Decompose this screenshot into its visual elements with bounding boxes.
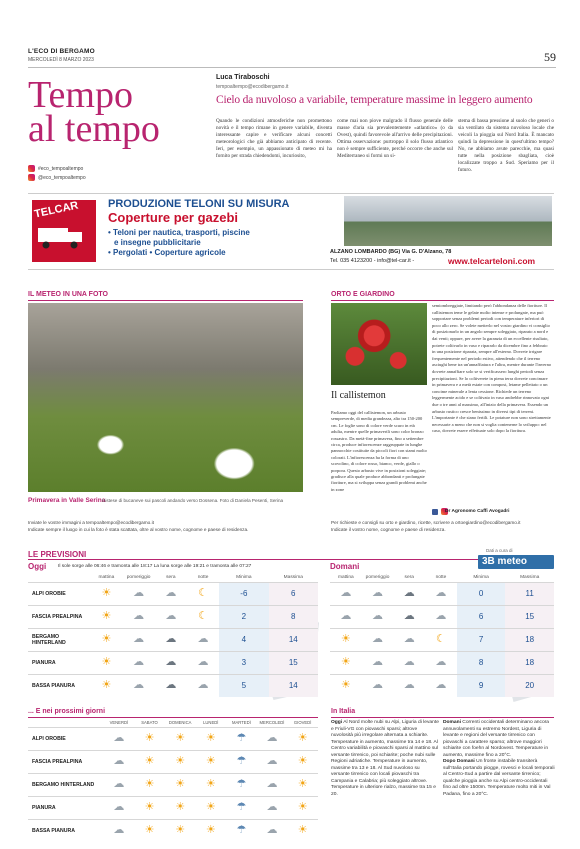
section-title-line1: Tempo — [28, 74, 133, 116]
temp-min: -6 — [219, 582, 268, 605]
table-row — [28, 750, 318, 773]
publication-date: MERCOLEDÌ 8 MARZO 2023 — [28, 57, 94, 63]
sun-moon-times: Il sole sorge alle 06:46 e tramonta alle 18:17 La luna sorge alle 19:21 e tramonta alle 07:27 — [58, 564, 252, 569]
weather-cell — [104, 727, 135, 750]
sun-cloud-icon: ☀ — [205, 755, 216, 767]
temp-max: 8 — [269, 605, 318, 628]
weather-cell — [257, 819, 288, 842]
weather-cell — [393, 628, 425, 651]
dark-cloud-icon: ☁ — [165, 656, 177, 668]
ad-photo-gazebo — [344, 196, 552, 246]
sun-cloud-icon: ☀ — [144, 732, 155, 744]
weather-cell — [425, 605, 457, 628]
forecast-heading: LE PREVISIONI — [28, 550, 87, 559]
weather-cell — [104, 750, 135, 773]
temp-min: 4 — [219, 628, 268, 651]
sun-cloud-icon: ☀ — [101, 587, 112, 599]
forecast-header-row — [330, 574, 554, 582]
temp-max: 20 — [505, 674, 554, 697]
zone-name: PIANURA — [28, 651, 90, 674]
weather-cell — [155, 605, 187, 628]
cloud-icon: ☁ — [372, 656, 384, 668]
garden-title: Il callistemon — [331, 390, 386, 401]
sun-cloud-icon: ☀ — [340, 633, 351, 645]
weather-cell — [195, 727, 226, 750]
cloud-icon: ☁ — [266, 778, 278, 790]
col-header: pomeriggio — [126, 575, 151, 581]
weather-cell — [104, 819, 135, 842]
temp-max: 15 — [505, 605, 554, 628]
italy-forecast — [443, 720, 555, 798]
italy-tomorrow-text: Correnti occidentali determinano ancora annuvolamenti su estremo Nordest, Liguria di levante e regioni del versante tirrenico con piovaschi a carattere sparso; altrove maggiori schiarite con foehn al Nordovest. Temperature in aumento, massime fino a 20°C. — [443, 720, 550, 758]
col-header: Minima — [236, 575, 252, 581]
sun-cloud-icon: ☀ — [101, 656, 112, 668]
day-header: DOMENICA — [168, 720, 192, 726]
weather-cell — [425, 674, 457, 697]
zone-name: BASSA PIANURA — [28, 674, 90, 697]
temp-max: 14 — [269, 674, 318, 697]
photo-caption-text: Distese di bucaneve sui pascoli andando verso Dossena. Foto di Daniela Pesenti, Serina — [102, 498, 284, 503]
ad-website[interactable]: www.telcarteloni.com — [448, 256, 536, 266]
ad-bullet: • Pergolati • Coperture agricole — [108, 248, 226, 257]
weather-cell — [330, 674, 362, 697]
forecast-header-row — [28, 574, 318, 582]
weather-cell — [393, 674, 425, 697]
social-handle[interactable] — [28, 174, 86, 181]
weather-cell — [123, 651, 155, 674]
cloud-icon: ☁ — [403, 679, 415, 692]
weather-cell — [187, 605, 219, 628]
italy-today — [331, 720, 439, 798]
temp-max: 6 — [269, 582, 318, 605]
weather-cell — [330, 582, 362, 605]
weather-cell — [90, 674, 122, 697]
col-header: sera — [166, 575, 176, 581]
garden-invite-line1: Per richieste e consigli su orto e giardino, ricette, scrivere a ortoegiardino@ecodibergamo.it — [331, 520, 521, 525]
garden-text-2: semiombreggiate, limitando però l'abbondanza delle fioriture. Il callistemon teme le gelate molto intense e prolungate, ma può sopportare senza problemi periodi con temperature inferiori di poco allo zero. Se volete metterlo nel vostro giardino vi consiglio di posizionarlo in un angolo sempre soleggiato, riparato a nord e dai venti; oppure, per avere la garanzia di un eccellente risultato, potrete coltivarlo in vaso e ripararlo da dicembre fino a febbraio in una posizione riparata, sempre all'esterno. Dovrete irrigare frequentemente nel periodo estivo, attendendo che il terreno asciughi bene tra un'annaffiatura e l'altra, mentre durante l'inverno dovrete annaffiare solo se si verificassero lunghi periodi senza precipitazioni. Se lo coltiverete in piena terra dovrete concimare in primavera e a metà estate con compost, letame pellettato o un concime minerale a lenta cessione. Richiede un terreno leggermente acido e se coltivato in vaso andrebbe rinnovato ogni due o tre anni al massimo, all'inizio della primavera. Essendo un arbusto rustico cresce benissimo in diversi tipi di terreni. L'importante è che siano fertili. Le potature non sono strettamente necessarie a meno che non si voglia contenerne lo sviluppo: nel caso, dovrete essere effettuate solo dopo la fioritura. — [432, 303, 552, 434]
weather-cell — [257, 796, 288, 819]
weather-cell — [165, 750, 196, 773]
weather-cell — [165, 819, 196, 842]
sun-cloud-icon: ☀ — [205, 801, 216, 813]
rain-icon: ☂ — [236, 732, 247, 744]
ad-bullet: • Teloni per nautica, trasporti, piscine — [108, 228, 250, 237]
callistemon-photo — [331, 303, 427, 385]
weather-cell — [90, 651, 122, 674]
cloud-icon: ☁ — [197, 679, 209, 692]
garden-author: Dr Agronomo Caffi Avogadri — [445, 509, 510, 514]
weather-cell — [195, 750, 226, 773]
garden-invite — [331, 519, 553, 533]
sun-cloud-icon: ☀ — [175, 755, 186, 767]
instagram-icon — [28, 174, 35, 181]
sun-cloud-icon: ☀ — [101, 610, 112, 622]
ad-logo-text: TELCAR — [33, 199, 80, 221]
photo-invite — [28, 519, 303, 533]
cloud-icon: ☁ — [113, 732, 125, 744]
garden-invite-line2: Indicate il vostro nome, cognome e paese di residenza. — [331, 527, 446, 532]
weather-cell — [134, 773, 165, 796]
weather-cell — [187, 651, 219, 674]
weather-cell — [123, 582, 155, 605]
weather-cell — [425, 651, 457, 674]
sun-cloud-icon: ☀ — [297, 801, 308, 813]
day-header: MARTEDÌ — [231, 720, 251, 726]
cloud-icon: ☁ — [372, 679, 384, 692]
article-column-1: Quando le condizioni atmosferiche non promettono novità e il tempo rimane in genere variabile, diventa interessante capire e verificare alcuni concetti meteorologici che già abbiamo anticipato di recente. Ieri, per esempio, un appassionato di meteo mi ha fornito per strada chiedendomi, incuriosito, — [216, 118, 332, 159]
cloud-icon: ☁ — [340, 587, 352, 599]
rain-icon: ☂ — [236, 824, 247, 837]
article-author: Luca Tiraboschi — [216, 74, 270, 81]
garden-text-1: Parliamo oggi del callistemon, un arbusto sempreverde, di media grandezza, alto tra 150-200 cm. Le foglie sono di colore verde scuro in età adulta, mentre quelle primaverili sono color bronzo rossastro. Da metà-fine primavera, fino a settembre circa, produce infiorescenze raggruppate in lunghe pannocchie costituite da piccoli fiori con stami molto colorati. L'infiorescenza ha la forma di uno scovolino, di colore rosso, bianco, verde, giallo o porpora. Questo arbusto vive in posizioni soleggiate; gradisce alla quale produce abbondanti e prolungate fioriture, ma si sviluppa senza grandi problemi anche in zone — [331, 410, 427, 492]
section-title-line2: al tempo — [28, 108, 160, 150]
cloud-icon: ☁ — [133, 679, 145, 692]
weather-cell — [90, 605, 122, 628]
cloud-icon: ☁ — [435, 587, 447, 599]
table-row — [28, 628, 318, 651]
cloud-icon: ☁ — [340, 610, 352, 622]
cloud-icon: ☁ — [372, 633, 384, 645]
temp-max: 11 — [505, 582, 554, 605]
weather-cell — [134, 796, 165, 819]
weather-cell — [123, 605, 155, 628]
italy-heading: In Italia — [331, 708, 356, 715]
weather-cell — [287, 727, 318, 750]
col-header: Massima — [283, 575, 303, 581]
cloud-icon: ☁ — [403, 656, 415, 668]
sun-cloud-icon: ☀ — [297, 732, 308, 744]
sun-cloud-icon: ☀ — [297, 824, 308, 837]
table-row — [28, 605, 318, 628]
garden-heading: ORTO E GIARDINO — [331, 291, 395, 298]
truck-icon — [36, 224, 86, 250]
publication-name: L'ECO DI BERGAMO — [28, 48, 95, 55]
weather-cell — [165, 773, 196, 796]
day-header: GIOVEDÌ — [293, 720, 312, 726]
zone-name: ALPI OROBIE — [28, 727, 104, 750]
table-row — [28, 674, 318, 697]
cloud-icon: ☁ — [372, 587, 384, 599]
sun-cloud-icon: ☀ — [205, 732, 216, 744]
temp-min: 2 — [219, 605, 268, 628]
sun-cloud-icon: ☀ — [297, 755, 308, 767]
weather-cell — [155, 674, 187, 697]
ad-contacts: Tel. 035 4123200 - info@tel-car.it - — [330, 258, 415, 264]
col-header: notte — [435, 575, 447, 581]
cloud-icon: ☁ — [113, 755, 125, 767]
day-header: LUNEDÌ — [203, 720, 219, 726]
table-row — [28, 773, 318, 796]
table-row — [28, 582, 318, 605]
weather-cell — [123, 674, 155, 697]
weather-cell — [393, 582, 425, 605]
weather-cell — [226, 819, 257, 842]
ad-subtitle: Coperture per gazebi — [108, 210, 239, 225]
zone-name: PIANURA — [28, 796, 104, 819]
zone-name: ALPI OROBIE — [28, 582, 90, 605]
table-row — [330, 651, 554, 674]
weather-cell — [287, 773, 318, 796]
weather-cell — [195, 773, 226, 796]
table-row — [330, 674, 554, 697]
dark-cloud-icon: ☁ — [403, 587, 415, 599]
weather-cell — [187, 628, 219, 651]
weather-cell — [155, 582, 187, 605]
cloud-icon: ☁ — [113, 824, 125, 837]
temp-min: 3 — [219, 651, 268, 674]
weather-cell — [425, 582, 457, 605]
weather-cell — [362, 605, 394, 628]
moon-cloud-icon: ☾ — [198, 610, 208, 622]
photo-invite-line2: Indicate sempre il luogo in cui la foto è stata scattata, oltre al vostro nome, cognome e paese di residenza. — [28, 527, 249, 532]
cloud-icon: ☁ — [133, 656, 145, 668]
zone-name: BERGAMO HINTERLAND — [28, 628, 90, 651]
sun-cloud-icon: ☀ — [175, 778, 186, 790]
italy-after-tomorrow-text: Un fronte instabile transiterà sull'Italia portando piogge, rovesci e locali temporali al Centro-Sud a partire dal versante tirrenico; qualche pioggia anche su Alpi centro-occidentali fino ad oltre 1500m. Temperature molto miti in Val Padana, fino a 20°C. — [443, 759, 555, 797]
col-header: mattina — [337, 575, 354, 581]
table-row — [28, 651, 318, 674]
sun-cloud-icon: ☀ — [144, 778, 155, 790]
weather-cell — [330, 605, 362, 628]
forecast-table-today — [28, 574, 318, 697]
sun-cloud-icon: ☀ — [144, 755, 155, 767]
italy-today-label: Oggi — [331, 720, 343, 725]
weather-cell — [134, 727, 165, 750]
author-email[interactable]: tempoaltempo@ecodibergamo.it — [216, 84, 289, 90]
col-header: pomeriggio — [365, 575, 390, 581]
cloud-icon: ☁ — [133, 587, 145, 599]
dark-cloud-icon: ☁ — [165, 633, 177, 645]
temp-min: 9 — [457, 674, 506, 697]
sun-cloud-icon: ☀ — [101, 633, 112, 645]
weather-cell — [226, 773, 257, 796]
weather-cell — [226, 727, 257, 750]
instagram-tag: #eco_tempoaltempo — [38, 165, 84, 172]
cloud-icon: ☁ — [435, 610, 447, 622]
cloud-icon: ☁ — [133, 633, 145, 645]
sun-cloud-icon: ☀ — [297, 778, 308, 790]
instagram-icon — [28, 165, 35, 172]
photo-section-heading: IL METEO IN UNA FOTO — [28, 291, 108, 298]
photo-invite-line1: Inviate le vostre immagini a tempoaltempo@ecodibergamo.it — [28, 520, 154, 525]
weather-cell — [330, 628, 362, 651]
social-handle-text: @eco_tempoaltempo — [38, 174, 86, 181]
facebook-icon — [432, 509, 438, 515]
ad-title: PRODUZIONE TELONI SU MISURA — [108, 198, 290, 210]
cloud-icon: ☁ — [372, 610, 384, 622]
temp-min: 8 — [457, 651, 506, 674]
sun-cloud-icon: ☀ — [175, 824, 186, 837]
next-days-header-row — [28, 719, 318, 727]
ad-bullets — [108, 228, 250, 258]
table-row — [330, 605, 554, 628]
weather-cell — [165, 727, 196, 750]
article-column-3: stema di bassa pressione al suolo che generi o sia ventilato da sistema nuvoloso locale che veicoli la pioggia sul Nord Italia. È mancato quindi la depressione in quest'ultimo tempo? No, ne abbiamo avute parecchie, ma quasi tutte nella posizione sbagliata, cioè localizzate troppo a Sud. Speriamo per il futuro. — [458, 118, 554, 173]
cloud-icon: ☁ — [113, 801, 125, 813]
weather-cell — [104, 773, 135, 796]
section-title — [28, 74, 160, 150]
weather-cell — [123, 628, 155, 651]
sun-cloud-icon: ☀ — [340, 656, 351, 668]
weather-cell — [155, 651, 187, 674]
weather-cell — [226, 750, 257, 773]
temp-min: 5 — [219, 674, 268, 697]
article-headline: Cielo da nuvoloso a variabile, temperature massime in leggero aumento — [216, 94, 533, 106]
weather-cell — [155, 628, 187, 651]
weather-cell — [425, 628, 457, 651]
weather-cell — [362, 674, 394, 697]
weather-cell — [287, 819, 318, 842]
table-row — [330, 582, 554, 605]
weather-cell — [134, 750, 165, 773]
weather-cell — [362, 628, 394, 651]
italy-tomorrow-label: Domani — [443, 720, 461, 725]
meteo-logo: 3B meteo — [478, 555, 554, 569]
next-days-table — [28, 719, 318, 842]
sun-cloud-icon: ☀ — [175, 732, 186, 744]
table-row — [330, 628, 554, 651]
weather-cell — [187, 582, 219, 605]
weather-cell — [393, 605, 425, 628]
weather-cell — [90, 582, 122, 605]
weather-cell — [195, 819, 226, 842]
cloud-icon: ☁ — [266, 732, 278, 744]
weather-cell — [287, 796, 318, 819]
weather-cell — [362, 582, 394, 605]
rain-icon: ☂ — [236, 778, 247, 790]
col-header: Massima — [520, 575, 540, 581]
cloud-icon: ☁ — [403, 633, 415, 645]
cloud-icon: ☁ — [435, 679, 447, 692]
weather-cell — [257, 750, 288, 773]
weather-cell — [195, 796, 226, 819]
italy-rule — [331, 717, 554, 718]
forecast-table-tomorrow — [330, 574, 554, 697]
table-row — [28, 796, 318, 819]
day-header: SABATO — [141, 720, 158, 726]
col-header: Minima — [473, 575, 489, 581]
table-row — [28, 727, 318, 750]
temp-min: 0 — [457, 582, 506, 605]
photo-section-rule — [28, 300, 303, 301]
today-label: Oggi — [28, 562, 47, 571]
col-header: notte — [197, 575, 209, 581]
page-number: 59 — [544, 50, 556, 64]
rain-icon: ☂ — [236, 801, 247, 813]
tomorrow-label: Domani — [330, 562, 360, 571]
sun-cloud-icon: ☀ — [340, 679, 351, 692]
sun-cloud-icon: ☀ — [205, 778, 216, 790]
weather-photo — [28, 303, 303, 492]
italy-after-tomorrow-label: Dopo Domani — [443, 759, 475, 764]
weather-cell — [257, 727, 288, 750]
weather-cell — [257, 773, 288, 796]
temp-min: 6 — [457, 605, 506, 628]
sun-cloud-icon: ☀ — [144, 801, 155, 813]
temp-max: 18 — [505, 651, 554, 674]
zone-name: FASCIA PREALPINA — [28, 750, 104, 773]
sun-cloud-icon: ☀ — [101, 679, 112, 692]
weather-cell — [134, 819, 165, 842]
dark-cloud-icon: ☁ — [165, 679, 177, 692]
ad-bullet: e insegne pubblicitarie — [114, 238, 201, 247]
dark-cloud-icon: ☁ — [403, 610, 415, 622]
temp-max: 14 — [269, 628, 318, 651]
zone-name: FASCIA PREALPINA — [28, 605, 90, 628]
sun-cloud-icon: ☀ — [175, 801, 186, 813]
italy-today-text: Al Nord molte nubi su Alpi, Liguria di levante e Friuli-VG con piovaschi sparsi; altrove nuvolosità più irregolare alternata a schiarite. Temperature in aumento, massime tra 14 e 18. Al Centro variabilità e piovaschi sparsi al mattino sul versante tirrenico, poi schiarite; poche nubi sulle Regioni adriatiche. Temperature in aumento, massime tra 13 e 18. Al Sud nuvoloso su versante tirrenico con locali piovaschi tra Campania e Calabria; più soleggiato altrove. Temperature in ulteriore rialzo, massime tra 15 e 20. — [331, 720, 439, 797]
col-header: mattina — [98, 575, 115, 581]
weather-cell — [362, 651, 394, 674]
cloud-icon: ☁ — [165, 587, 177, 599]
temp-max: 15 — [269, 651, 318, 674]
weather-cell — [90, 628, 122, 651]
cloud-icon: ☁ — [266, 801, 278, 813]
next-days-heading: ... E nei prossimi giorni — [28, 708, 106, 715]
advertisement[interactable] — [28, 193, 554, 270]
garden-rule — [331, 300, 554, 301]
forecast-rule — [28, 559, 554, 560]
meteo-credit: Dati a cura di — [486, 548, 513, 553]
social-instagram[interactable] — [28, 165, 83, 172]
weather-cell — [393, 651, 425, 674]
sun-cloud-icon: ☀ — [205, 824, 216, 837]
cloud-icon: ☁ — [266, 824, 278, 837]
cloud-icon: ☁ — [197, 633, 209, 645]
cloud-icon: ☁ — [435, 656, 447, 668]
day-header: VENERDÌ — [109, 720, 129, 726]
cloud-icon: ☁ — [197, 656, 209, 668]
col-header: sera — [404, 575, 414, 581]
weather-cell — [226, 796, 257, 819]
moon-cloud-icon: ☾ — [435, 633, 446, 645]
rain-icon: ☂ — [236, 755, 247, 767]
ad-address: ALZANO LOMBARDO (BG) Via G. D'Alzano, 78 — [330, 249, 452, 255]
table-row — [28, 819, 318, 842]
temp-min: 7 — [457, 628, 506, 651]
weather-cell — [187, 674, 219, 697]
article-column-2: come mai non piove malgrado il flusso generale delle masse d'aria sia prevalentemente «atlantico» (o da Ovest), quindi favorevole all'arrivo delle precipitazioni. Ottima osservazione: purtroppo il solo flusso atlantico non è sempre sufficiente, perché occorre che anche sul Mediterraneo si formi un si- — [337, 118, 453, 159]
moon-cloud-icon: ☾ — [198, 587, 208, 599]
weather-cell — [165, 796, 196, 819]
weather-cell — [104, 796, 135, 819]
day-header: MERCOLEDÌ — [259, 720, 285, 726]
cloud-icon: ☁ — [113, 778, 125, 790]
cloud-icon: ☁ — [133, 610, 145, 622]
cloud-icon: ☁ — [165, 610, 177, 622]
photo-caption-title: Primavera in Valle Serina — [28, 497, 106, 504]
weather-cell — [330, 651, 362, 674]
next-days-rule — [28, 717, 318, 718]
zone-name: BASSA PIANURA — [28, 819, 104, 842]
cloud-icon: ☁ — [266, 755, 278, 767]
header-divider — [28, 67, 556, 68]
temp-max: 18 — [505, 628, 554, 651]
weather-cell — [287, 750, 318, 773]
sun-cloud-icon: ☀ — [144, 824, 155, 837]
zone-name: BERGAMO HINTERLAND — [28, 773, 104, 796]
